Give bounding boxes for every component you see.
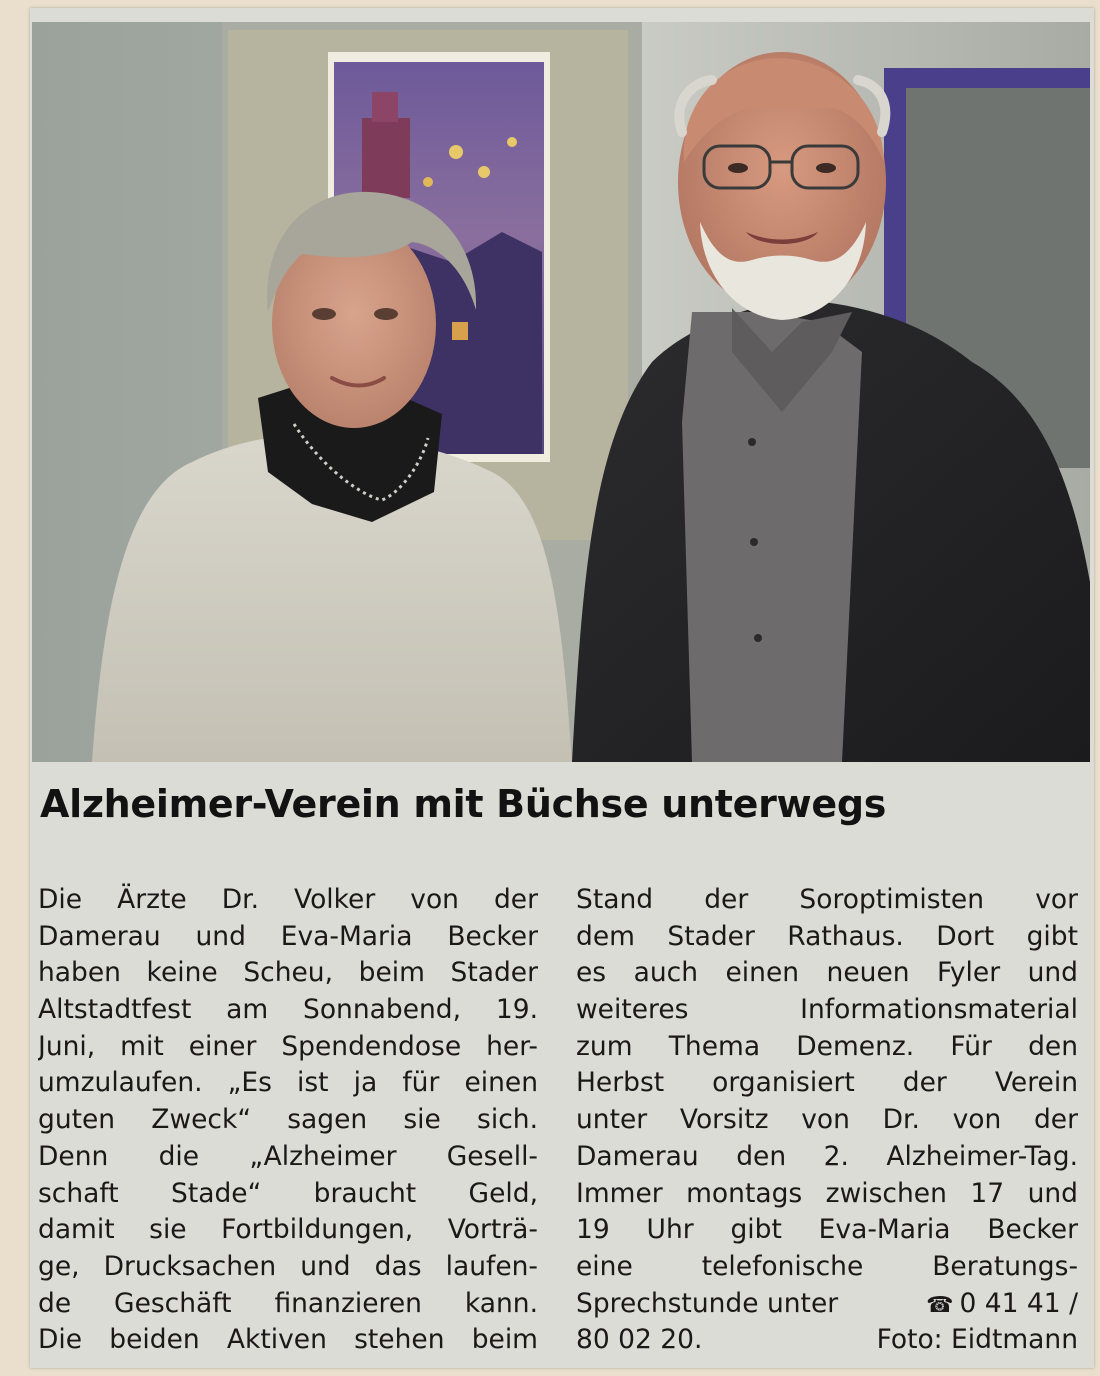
article-column-right [576, 882, 1078, 1359]
text-line: Die Ärzte Dr. Volker von der [38, 884, 538, 915]
text-line: umzulaufen. „Es ist ja für einen [38, 1067, 538, 1099]
text-line: schaft Stade“ braucht Geld, [38, 1177, 538, 1209]
text-line: Stand der Soroptimisten vor [576, 884, 1078, 915]
text-line: Die beiden Aktiven stehen beim [38, 1324, 538, 1356]
photo-credit: Foto: Eidtmann [876, 1324, 1078, 1356]
credit-line [576, 1322, 1078, 1359]
text-line: Altstadtfest am Sonnabend, 19. [38, 994, 538, 1026]
text-line: de Geschäft finanzieren kann. [38, 1287, 538, 1319]
text-line: dem Stader Rathaus. Dort gibt [576, 920, 1078, 952]
photo-illustration [32, 22, 1090, 762]
article-photo [32, 22, 1090, 762]
text-line: es auch einen neuen Fyler und [576, 957, 1078, 989]
phone-contact [926, 1286, 1078, 1323]
phone-number-cont: 80 02 20. [576, 1324, 703, 1356]
text-line: eine telefonische Beratungs- [576, 1250, 1078, 1282]
text-line: Denn die „Alzheimer Gesell- [38, 1140, 538, 1172]
text-line: weiteres Informationsmaterial [576, 994, 1078, 1026]
text-line: unter Vorsitz von Dr. von der [576, 1104, 1078, 1136]
newspaper-clipping [30, 8, 1094, 1368]
phone-icon: ☎ [926, 1292, 954, 1318]
text-line: 19 Uhr gibt Eva-Maria Becker [576, 1214, 1078, 1246]
phone-line [576, 1286, 1078, 1323]
article-column-left [38, 882, 538, 1359]
text-line: Herbst organisiert der Verein [576, 1067, 1078, 1099]
text-line: damit sie Fortbildungen, Vorträ- [38, 1214, 538, 1246]
text-line: zum Thema Demenz. Für den [576, 1030, 1078, 1062]
text-line: guten Zweck“ sagen sie sich. [38, 1104, 538, 1136]
text-line: haben keine Scheu, beim Stader [38, 957, 538, 989]
text-line: Juni, mit einer Spendendose her- [38, 1030, 538, 1062]
article-headline: Alzheimer-Verein mit Büchse unterwegs [40, 782, 887, 826]
text-line: Damerau den 2. Alzheimer-Tag. [576, 1140, 1078, 1172]
text-line: Damerau und Eva-Maria Becker [38, 920, 538, 952]
phone-number: 0 41 41 / [959, 1287, 1078, 1319]
text-line: ge, Drucksachen und das laufen- [38, 1250, 538, 1282]
phone-line-label: Sprechstunde unter [576, 1287, 839, 1319]
text-line: Immer montags zwischen 17 und [576, 1177, 1078, 1209]
